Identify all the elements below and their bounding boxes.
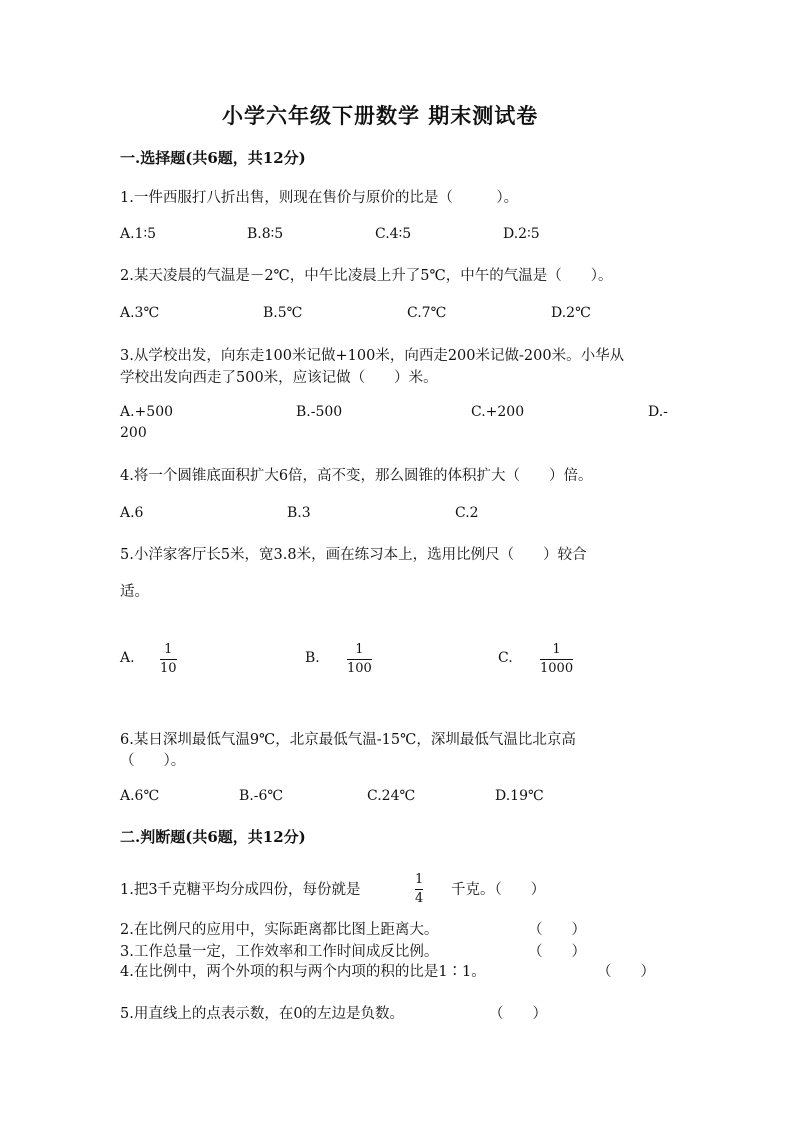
fraction-bar xyxy=(347,659,372,660)
q3-option-d-wrap: 200 xyxy=(120,425,147,441)
fraction-bar xyxy=(160,659,177,660)
judgment-4-answer-paren: （ ） xyxy=(597,964,655,980)
question-1: 1.一件西服打八折出售，则现在售价与原价的比是（ ）。 xyxy=(120,190,519,206)
q5-option-b-fraction xyxy=(347,642,372,677)
q6-option-d: D.19℃ xyxy=(495,788,544,804)
q2-option-b: B.5℃ xyxy=(263,305,303,321)
fraction-denominator: 100 xyxy=(347,661,372,676)
judgment-4-text: 4.在比例中，两个外项的积与两个内项的积的比是1∶1。 xyxy=(120,964,486,980)
section-heading-judgment: 二.判断题(共6题，共12分) xyxy=(120,828,306,846)
fraction-bar xyxy=(415,889,423,890)
q4-option-a: A.6 xyxy=(120,505,144,521)
judgment-1-fraction xyxy=(415,872,423,907)
fraction-numerator: 1 xyxy=(355,642,364,657)
judgment-3-answer-paren: （ ） xyxy=(528,944,586,960)
q5-option-c-fraction xyxy=(540,642,573,677)
q3-option-a: A.+500 xyxy=(120,404,174,420)
q5-option-b-label: B. xyxy=(305,650,320,666)
fraction-denominator: 4 xyxy=(415,891,424,906)
question-4: 4.将一个圆锥底面积扩大6倍，高不变，那么圆锥的体积扩大（ ）倍。 xyxy=(120,468,593,484)
judgment-2-answer-paren: （ ） xyxy=(528,922,586,938)
question-5-line-1: 5.小洋家客厅长5米，宽3.8米，画在练习本上，选用比例尺（ ）较合 xyxy=(120,547,587,563)
judgment-1-text: 1.把3千克糖平均分成四份，每份就是 xyxy=(120,882,361,898)
q2-option-a: A.3℃ xyxy=(120,305,160,321)
judgment-3-text: 3.工作总量一定，工作效率和工作时间成反比例。 xyxy=(120,944,439,960)
q3-option-d: D.- xyxy=(648,404,668,420)
question-3-line-2: 学校出发向西走了500米，应该记做（ ）米。 xyxy=(120,370,438,386)
q2-option-d: D.2℃ xyxy=(551,305,591,321)
question-5-line-2: 适。 xyxy=(120,584,149,600)
q4-option-c: C.2 xyxy=(455,505,479,521)
fraction-denominator: 1000 xyxy=(540,661,574,676)
fraction-denominator: 10 xyxy=(160,661,177,676)
q3-option-c: C.+200 xyxy=(471,404,525,420)
judgment-2-text: 2.在比例尺的应用中，实际距离都比图上距离大。 xyxy=(120,922,439,938)
judgment-1-tail: 千克。（ ） xyxy=(451,882,546,898)
section-heading-choice: 一.选择题(共6题，共12分) xyxy=(120,149,306,167)
q2-option-c: C.7℃ xyxy=(407,305,447,321)
judgment-5-answer-paren: （ ） xyxy=(489,1006,547,1022)
question-6-line-2: （ ）。 xyxy=(120,753,186,769)
q5-option-a-label: A. xyxy=(120,650,135,666)
q3-option-b: B.-500 xyxy=(296,404,343,420)
q5-option-c-label: C. xyxy=(498,650,513,666)
page-title: 小学六年级下册数学 期末测试卷 xyxy=(222,103,539,128)
fraction-numerator: 1 xyxy=(415,872,424,887)
q4-option-b: B.3 xyxy=(287,505,311,521)
q5-option-a-fraction xyxy=(160,642,177,677)
judgment-5-text: 5.用直线上的点表示数，在0的左边是负数。 xyxy=(120,1006,405,1022)
q1-option-d: D.2∶5 xyxy=(503,226,540,242)
question-3-line-1: 3.从学校出发，向东走100米记做+100米，向西走200米记做-200米。小华从 xyxy=(120,348,625,364)
fraction-numerator: 1 xyxy=(552,642,561,657)
q1-option-a: A.1∶5 xyxy=(120,226,157,242)
fraction-numerator: 1 xyxy=(164,642,173,657)
q6-option-a: A.6℃ xyxy=(120,788,160,804)
q1-option-c: C.4∶5 xyxy=(375,226,412,242)
q1-option-b: B.8∶5 xyxy=(247,226,284,242)
question-6-line-1: 6.某日深圳最低气温9℃，北京最低气温-15℃，深圳最低气温比北京高 xyxy=(120,732,576,748)
question-2: 2.某天凌晨的气温是－2℃，中午比凌晨上升了5℃，中午的气温是（ ）。 xyxy=(120,268,613,284)
fraction-bar xyxy=(540,659,573,660)
q6-option-c: C.24℃ xyxy=(367,788,416,804)
q6-option-b: B.-6℃ xyxy=(239,788,284,804)
